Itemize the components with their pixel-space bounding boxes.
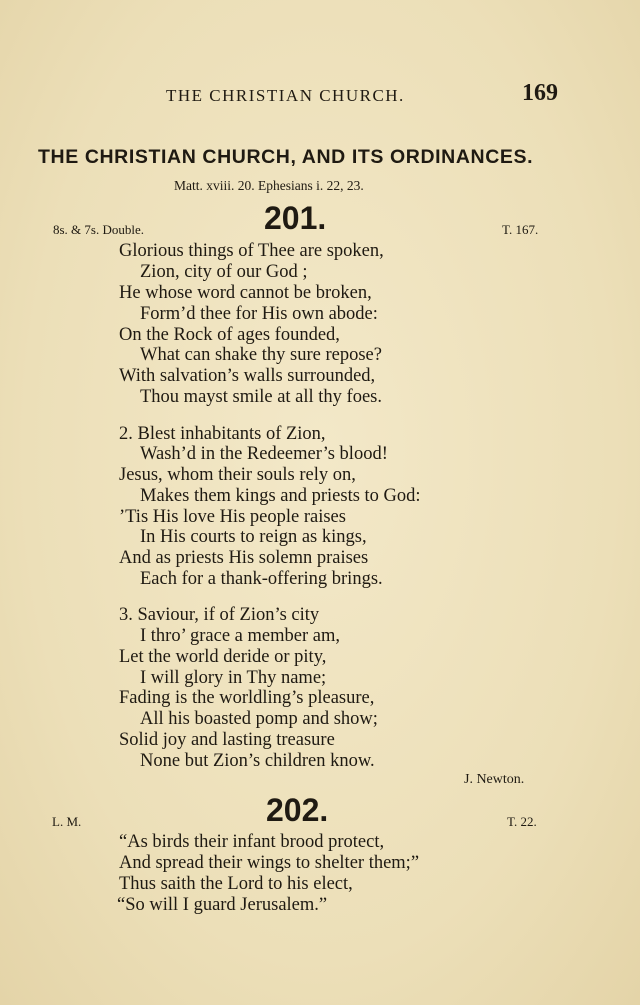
running-head: THE CHRISTIAN CHURCH. bbox=[166, 86, 405, 105]
verse-line: Makes them kings and priests to God: bbox=[140, 486, 421, 506]
verse-line: What can shake thy sure repose? bbox=[140, 345, 382, 365]
verse-line: Wash’d in the Redeemer’s blood! bbox=[140, 444, 388, 464]
verse-line: Zion, city of our God ; bbox=[140, 262, 308, 282]
verse-line: And spread their wings to shelter them;” bbox=[119, 853, 420, 873]
verse-line: Let the world deride or pity, bbox=[119, 647, 327, 667]
verse-line: None but Zion’s children know. bbox=[140, 751, 375, 771]
verse-line: Each for a thank-offering brings. bbox=[140, 569, 383, 589]
verse-line: Thus saith the Lord to his elect, bbox=[119, 874, 353, 894]
page-number: 169 bbox=[522, 80, 558, 106]
verse-line: Thou mayst smile at all thy foes. bbox=[140, 387, 382, 407]
section-title: THE CHRISTIAN CHURCH, AND ITS ORDINANCES. bbox=[38, 146, 534, 168]
verse-line: “As birds their infant brood protect, bbox=[119, 832, 385, 852]
verse-line: ’Tis His love His people raises bbox=[119, 507, 346, 527]
scripture-references: Matt. xviii. 20. Ephesians i. 22, 23. bbox=[174, 178, 364, 193]
verse-line: “So will I guard Jerusalem.” bbox=[117, 895, 328, 915]
verse-line: And as priests His solemn praises bbox=[119, 548, 369, 568]
hymn-202-tune: T. 22. bbox=[507, 814, 537, 829]
hymn-201-tune: T. 167. bbox=[502, 222, 539, 237]
verse-line: He whose word cannot be broken, bbox=[119, 283, 372, 303]
hymn-202-number: 202. bbox=[266, 792, 329, 828]
verse-line: In His courts to reign as kings, bbox=[140, 527, 367, 547]
verse-line: With salvation’s walls surrounded, bbox=[119, 366, 376, 386]
hymn-202-meter: L. M. bbox=[52, 814, 82, 829]
verse-line: Solid joy and lasting treasure bbox=[119, 730, 335, 750]
verse-line: All his boasted pomp and show; bbox=[140, 709, 378, 729]
verse-line: Jesus, whom their souls rely on, bbox=[119, 465, 356, 485]
hymn-201-number: 201. bbox=[264, 200, 327, 236]
verse-line: On the Rock of ages founded, bbox=[119, 325, 340, 345]
hymn-201-meter: 8s. & 7s. Double. bbox=[53, 222, 144, 237]
verse-line: Glorious things of Thee are spoken, bbox=[119, 241, 384, 261]
verse-line: I will glory in Thy name; bbox=[140, 668, 327, 688]
hymn-201-author: J. Newton. bbox=[464, 772, 525, 787]
verse-line: 3. Saviour, if of Zion’s city bbox=[119, 605, 320, 625]
verse-line: I thro’ grace a member am, bbox=[140, 626, 340, 646]
verse-line: 2. Blest inhabitants of Zion, bbox=[119, 424, 326, 444]
verse-line: Fading is the worldling’s pleasure, bbox=[119, 688, 375, 708]
verse-line: Form’d thee for His own abode: bbox=[140, 304, 378, 324]
